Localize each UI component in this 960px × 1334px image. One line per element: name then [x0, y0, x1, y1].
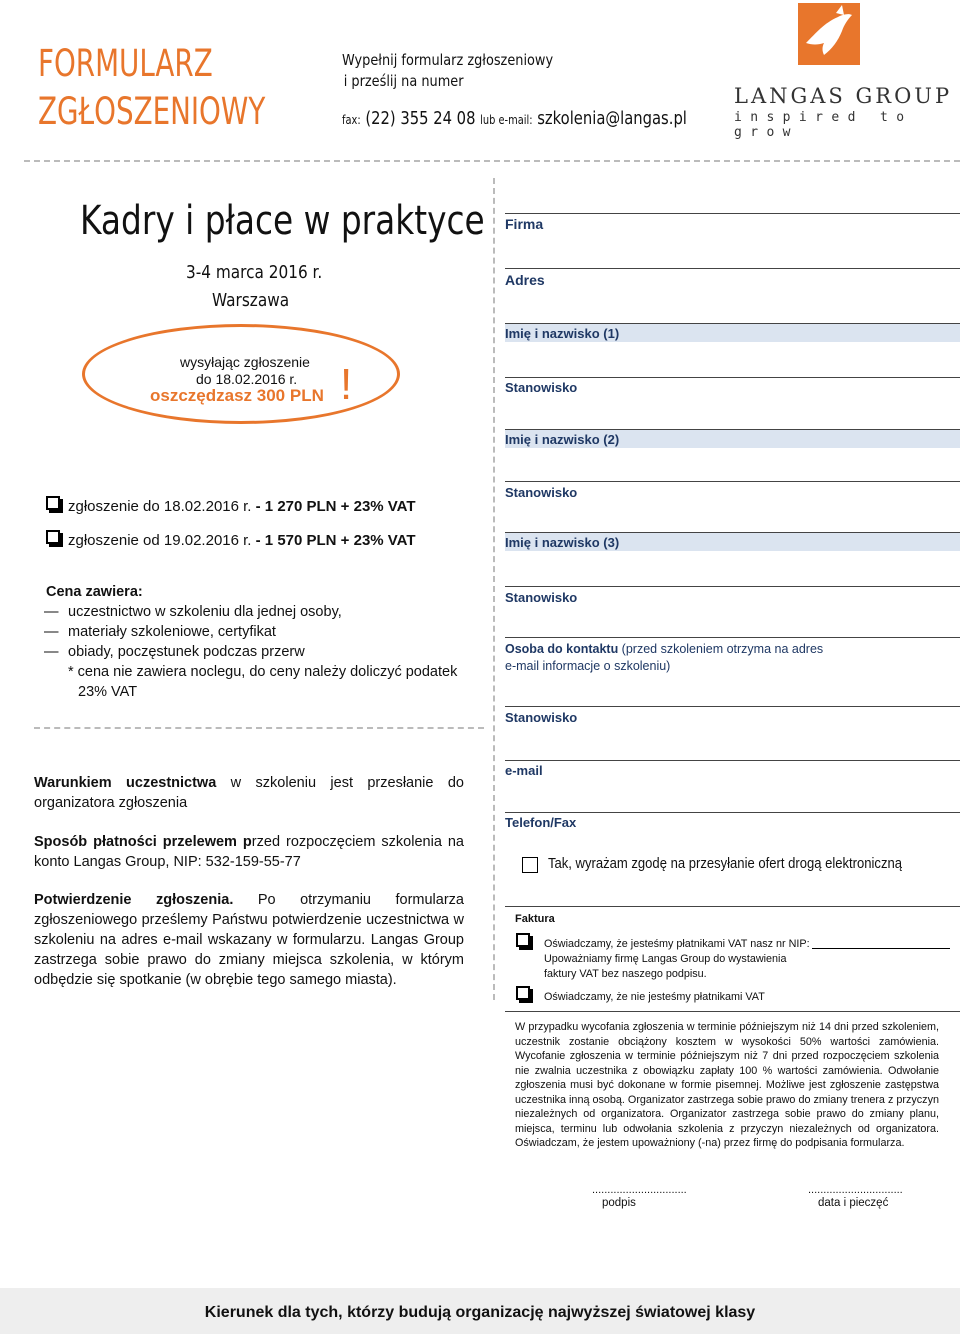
course-date: 3-4 marca 2016 r.	[186, 262, 323, 283]
form-title-line1: FORMULARZ	[38, 42, 213, 85]
name1-label: Imię i nazwisko (1)	[505, 326, 620, 341]
terms-participation-text: w szkoleniu jest przesłanie do organizatora zgłoszenia	[34, 775, 464, 811]
terms-participation-bold: Warunkiem uczestnictwa	[34, 775, 217, 791]
instructions-line1: Wypełnij formularz zgłoszeniowy	[342, 51, 554, 69]
position2-label: Stanowisko	[505, 485, 578, 500]
early-price-checkbox[interactable]	[46, 496, 60, 510]
instructions-line2: i prześlij na numer	[343, 72, 464, 90]
exclamation-icon: !	[340, 360, 353, 409]
company-field[interactable]	[505, 213, 960, 214]
position1-label: Stanowisko	[505, 380, 578, 395]
date-stamp-label: data i pieczęć	[818, 1197, 889, 1209]
terms-participation	[34, 773, 464, 813]
includes-item: — obiady, poczęstunek podczas przerw	[68, 642, 305, 662]
terms-payment-text: rzed rozpoczęciem szkolenia na konto Langas Group, NIP: 532-159-55-77	[34, 834, 465, 870]
phone-label: Telefon/Fax	[505, 815, 577, 830]
late-price-amount: - 1 570 PLN + 23% VAT	[255, 532, 416, 549]
header-divider	[24, 160, 960, 162]
address-field[interactable]	[505, 268, 960, 269]
fax-label: fax:	[342, 113, 361, 127]
email-field[interactable]	[505, 760, 960, 761]
promo-line1: wysyłając zgłoszenie	[180, 354, 310, 370]
late-price-checkbox[interactable]	[46, 530, 60, 544]
includes-note-vat: 23% VAT	[78, 684, 138, 700]
fax-number: (22) 355 24 08	[365, 108, 476, 129]
name3-line	[505, 532, 960, 533]
promo-line3: oszczędzasz 300 PLN	[150, 386, 324, 405]
includes-note: * cena nie zawiera noclegu, do ceny należy doliczyć podatek	[68, 664, 458, 680]
course-city: Warszawa	[212, 290, 290, 311]
logo-tagline: inspired to grow	[734, 110, 913, 140]
left-divider	[34, 727, 484, 729]
position3-field[interactable]	[505, 586, 960, 587]
signature-dots: ...............................	[592, 1184, 687, 1196]
name1-line	[505, 323, 960, 324]
early-price-amount: - 1 270 PLN + 23% VAT	[255, 498, 416, 515]
fax-contact	[342, 108, 687, 129]
phone-field[interactable]	[505, 812, 960, 813]
logo-name: LANGAS GROUP	[734, 84, 953, 108]
name2-line	[505, 429, 960, 430]
position4-field[interactable]	[505, 706, 960, 707]
nip-field[interactable]	[812, 948, 950, 949]
cancellation-terms: W przypadku wycofania zgłoszenia w terminie późniejszym niż 14 dni przed szkoleniem, uczestnik zostanie obciążony kosztem w wysokości 50% wartości zamówienia. Wycofanie zgłoszenia w terminie późniejszym niż 7 dni przed rozpoczęciem szkolenia nie zwalnia uczestnika z obowiązku zapłaty 100 % wartości zamówienia. Odwołanie zgłoszenia musi być dokonane w formie pisemnej. Możliwe jest zgłoszenie zastępstwa uczestnika inną osobą. Organizator zastrzega sobie prawo do zmiany trenera z przyczyn niezależnych od organizatora. Organizator zastrzega sobie prawo do zmiany planu, miejsca, terminu lub odwołania szkolenia z przyczyn niezależnych od organizatora. Oświadczam, że jestem upoważniony (-na) przez firmę do podpisania formularza.	[515, 1021, 939, 1149]
footer-slogan: Kierunek dla tych, którzy budują organizację najwyższej światowej klasy	[204, 1304, 756, 1321]
contact-person-label	[505, 641, 823, 675]
instructions	[342, 50, 553, 92]
non-vat-payer-label: Oświadczamy, że nie jesteśmy płatnikami VAT	[544, 991, 765, 1003]
contact-person-text2: e-mail informacje o szkoleniu)	[505, 659, 671, 673]
position3-label: Stanowisko	[505, 590, 578, 605]
terms-payment	[34, 832, 464, 872]
terms-payment-bold: Sposób płatności przelewem p	[34, 834, 252, 850]
or-email-label: lub e-mail:	[480, 113, 533, 127]
email-address[interactable]: szkolenia@langas.pl	[537, 108, 687, 129]
promo-line2: do 18.02.2016 r.	[196, 371, 298, 387]
hummingbird-icon	[798, 3, 860, 65]
consent-checkbox[interactable]	[522, 857, 538, 873]
terms-confirmation	[34, 890, 464, 990]
vat-authorization-line2: faktury VAT bez naszego podpisu.	[544, 968, 707, 980]
late-price-option	[68, 532, 416, 549]
non-vat-payer-checkbox[interactable]	[516, 986, 530, 1000]
early-price-label: zgłoszenie do 18.02.2016 r.	[68, 498, 256, 515]
position4-label: Stanowisko	[505, 710, 578, 725]
email-label: e-mail	[505, 763, 543, 778]
column-divider	[493, 178, 495, 1000]
date-dots: ...............................	[808, 1184, 903, 1196]
company-label: Firma	[505, 216, 544, 232]
vat-payer-label: Oświadczamy, że jesteśmy płatnikami VAT nasz nr NIP:	[544, 938, 810, 950]
late-price-label: zgłoszenie od 19.02.2016 r.	[68, 532, 256, 549]
vat-authorization-line1: Upoważniamy firmę Langas Group do wystawienia	[544, 953, 787, 965]
contact-person-bold: Osoba do kontaktu	[505, 642, 619, 656]
terms-confirmation-text: Po otrzymaniu formularza zgłoszeniowego prześlemy Państwu potwierdzenie uczestnictwa w szkoleniu na adres e-mail wskazany w formularzu. Langas Group zastrzega sobie prawo do zmiany miejsca szkolenia, w którym odbędzie się spotkanie (w obrębie tego samego miasta).	[34, 892, 464, 988]
consent-label: Tak, wyrażam zgodę na przesyłanie ofert drogą elektroniczną	[548, 856, 902, 872]
vat-payer-checkbox[interactable]	[516, 933, 530, 947]
terms-confirmation-bold: Potwierdzenie zgłoszenia.	[34, 892, 234, 908]
position1-field[interactable]	[505, 377, 960, 378]
course-title: Kadry i płace w praktyce	[80, 198, 485, 244]
includes-item: — uczestnictwo w szkoleniu dla jednej osoby,	[68, 602, 342, 622]
cancellation-divider	[505, 1011, 960, 1012]
invoice-divider	[505, 906, 960, 907]
contact-person-field[interactable]	[505, 637, 960, 638]
includes-item: — materiały szkoleniowe, certyfikat	[68, 622, 276, 642]
name2-label: Imię i nazwisko (2)	[505, 432, 620, 447]
form-title	[38, 40, 265, 136]
name3-label: Imię i nazwisko (3)	[505, 535, 620, 550]
includes-heading: Cena zawiera:	[46, 584, 143, 600]
address-label: Adres	[505, 272, 545, 288]
contact-person-text: (przed szkoleniem otrzyma na adres	[618, 642, 824, 656]
position2-field[interactable]	[505, 481, 960, 482]
signature-label: podpis	[602, 1197, 636, 1209]
form-title-line2: ZGŁOSZENIOWY	[38, 90, 266, 133]
invoice-heading: Faktura	[515, 913, 555, 925]
early-price-option	[68, 498, 416, 515]
